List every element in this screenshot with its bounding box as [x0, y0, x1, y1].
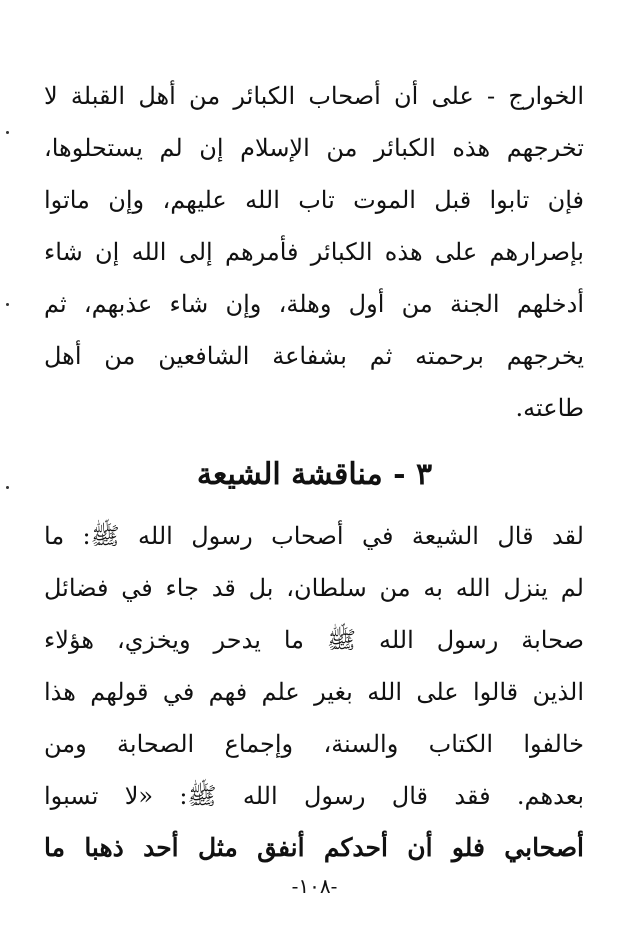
paragraph-shia-discussion — [44, 510, 584, 874]
text-line: يخرجهم برحمته ثم بشفاعة الشافعين من أهل — [44, 342, 584, 370]
text-line: الخوارج - على أن أصحاب الكبائر من أهل القبلة لا — [44, 82, 584, 110]
text-line: لم ينزل الله به من سلطان، بل قد جاء في فضائل — [44, 574, 584, 602]
text-line: لقد قال الشيعة في أصحاب رسول الله ﷺ: ما — [44, 522, 584, 550]
text-line: خالفوا الكتاب والسنة، وإجماع الصحابة ومن — [44, 730, 584, 758]
margin-mark-middle — [6, 303, 9, 306]
text-line: بإصرارهم على هذه الكبائر فأمرهم إلى الله إن شاء — [44, 238, 584, 266]
text-line: تخرجهم هذه الكبائر من الإسلام إن لم يستحلوها، — [44, 134, 584, 162]
text-line: طاعته. — [515, 394, 584, 422]
page-number: -١٠٨- — [291, 874, 338, 898]
paragraph-khawarij — [44, 70, 584, 434]
margin-mark-top — [6, 131, 9, 134]
hadith-quote-line: أصحابي فلو أن أحدكم أنفق مثل أحد ذهبا ما — [44, 833, 584, 862]
text-line: بعدهم. فقد قال رسول الله ﷺ: «لا تسبوا — [44, 782, 584, 810]
text-line: صحابة رسول الله ﷺ ما يدحر ويخزي، هؤلاء — [44, 626, 584, 654]
text-line: أدخلهم الجنة من أول وهلة، وإن شاء عذبهم، ثم — [44, 290, 584, 318]
text-line: فإن تابوا قبل الموت تاب الله عليهم، وإن ماتوا — [44, 186, 584, 214]
text-line: الذين قالوا على الله بغير علم فهم في قولهم هذا — [44, 678, 584, 706]
section-heading: ٣ - مناقشة الشيعة — [196, 457, 433, 492]
